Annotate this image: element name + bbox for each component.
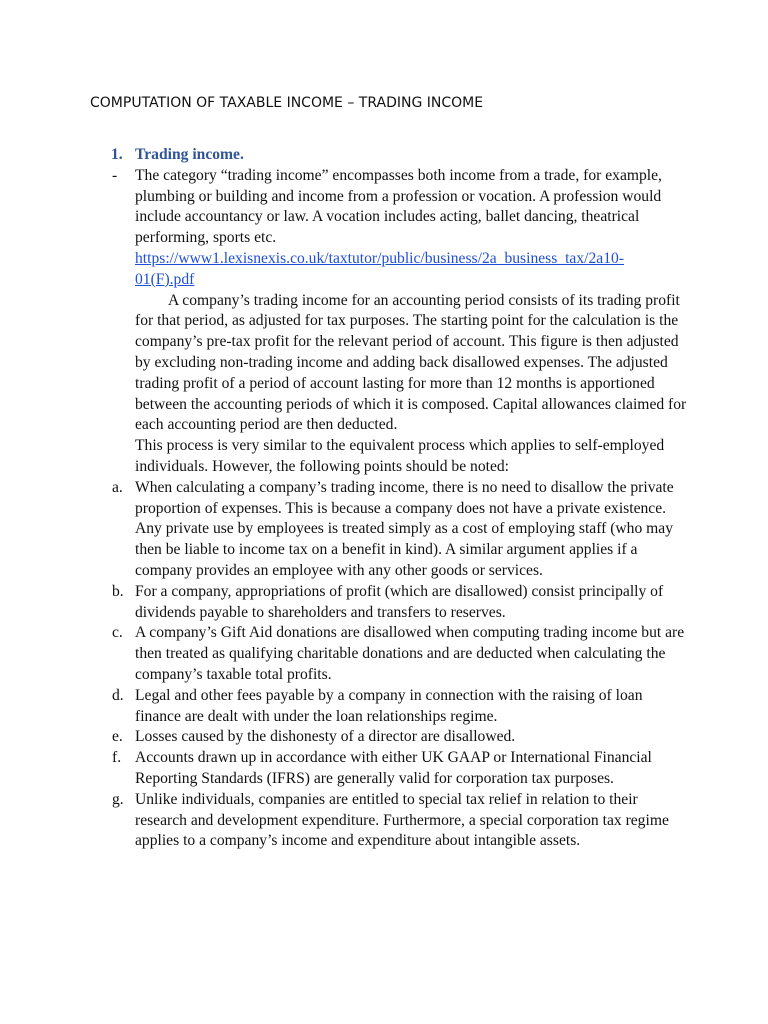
list-item-c: [90, 623, 690, 685]
list-marker: g.: [112, 790, 124, 808]
list-marker: c.: [112, 624, 123, 642]
source-link-line1: https://www1.lexisnexis.co.uk/taxtutor/public/business/2a_business_tax/2a10-: [135, 249, 624, 267]
intro-text: The category “trading income” encompasses both income from a trade, for example, plumbing or building and income from a profession or vocation. A profession would include accountancy or law. A vocation includes acting, ballet dancing, theatrical performing, sports etc.: [135, 166, 662, 247]
section-number: 1.: [111, 146, 123, 163]
list-item-text: Legal and other fees payable by a company in connection with the raising of loan finance are dealt with under the loan relationships regime.: [135, 686, 643, 725]
intro-item: [90, 166, 690, 478]
document-body: [90, 145, 690, 852]
list-marker: f.: [112, 749, 122, 767]
source-link[interactable]: [135, 249, 690, 291]
list-marker: a.: [112, 478, 123, 496]
list-item-f: [90, 748, 690, 790]
list-marker: d.: [112, 686, 124, 704]
list-item-a: [90, 478, 690, 582]
list-item-text: A company’s Gift Aid donations are disallowed when computing trading income but are then treated as qualifying charitable donations and are deducted when calculating the company’s taxable total profits.: [135, 624, 685, 683]
list-marker: e.: [112, 728, 123, 746]
list-item-b: [90, 582, 690, 624]
section-heading-row: [90, 145, 690, 166]
section-heading: Trading income.: [135, 146, 244, 163]
list-item-text: Unlike individuals, companies are entitled to special tax relief in relation to their research and development expenditure. Furthermore, a special corporation tax regime applies to a company’s income and expenditure about intangible assets.: [135, 790, 669, 850]
source-link-line2: 01(F).pdf: [135, 270, 195, 288]
paragraph-process: This process is very similar to the equivalent process which applies to self-employed individuals. However, the following points should be noted:: [135, 437, 665, 475]
paragraph-trading-income: A company’s trading income for an accounting period consists of its trading profit for that period, as adjusted for tax purposes. The starting point for the calculation is the company’s pre-tax profit for the relevant period of account. This figure is then adjusted by excluding non-trading income and adding back disallowed expenses. The adjusted trading profit of a period of account lasting for more than 12 months is apportioned between the accounting periods of which it is composed. Capital allowances claimed for each accounting period are then deducted.: [135, 291, 687, 434]
dash-bullet: -: [112, 166, 118, 184]
list-item-text: When calculating a company’s trading income, there is no need to disallow the private proportion of expenses. This is because a company does not have a private existence. Any private use by employees is treated simply as a cost of employing staff (who may then be liable to income tax on a benefit in kind). A similar argument applies if a company provides an employee with any other goods or services.: [135, 478, 674, 579]
list-marker: b.: [112, 582, 124, 600]
list-item-text: Accounts drawn up in accordance with either UK GAAP or International Financial Reporting Standards (IFRS) are generally valid for corporation tax purposes.: [135, 749, 652, 787]
list-item-text: For a company, appropriations of profit (which are disallowed) consist principally of dividends payable to shareholders and transfers to reserves.: [135, 582, 664, 621]
list-item-e: [90, 727, 690, 748]
document-title: COMPUTATION OF TAXABLE INCOME – TRADING INCOME: [90, 95, 484, 111]
list-item-g: [90, 790, 690, 852]
list-item-d: [90, 686, 690, 728]
list-item-text: Losses caused by the dishonesty of a director are disallowed.: [135, 728, 516, 746]
